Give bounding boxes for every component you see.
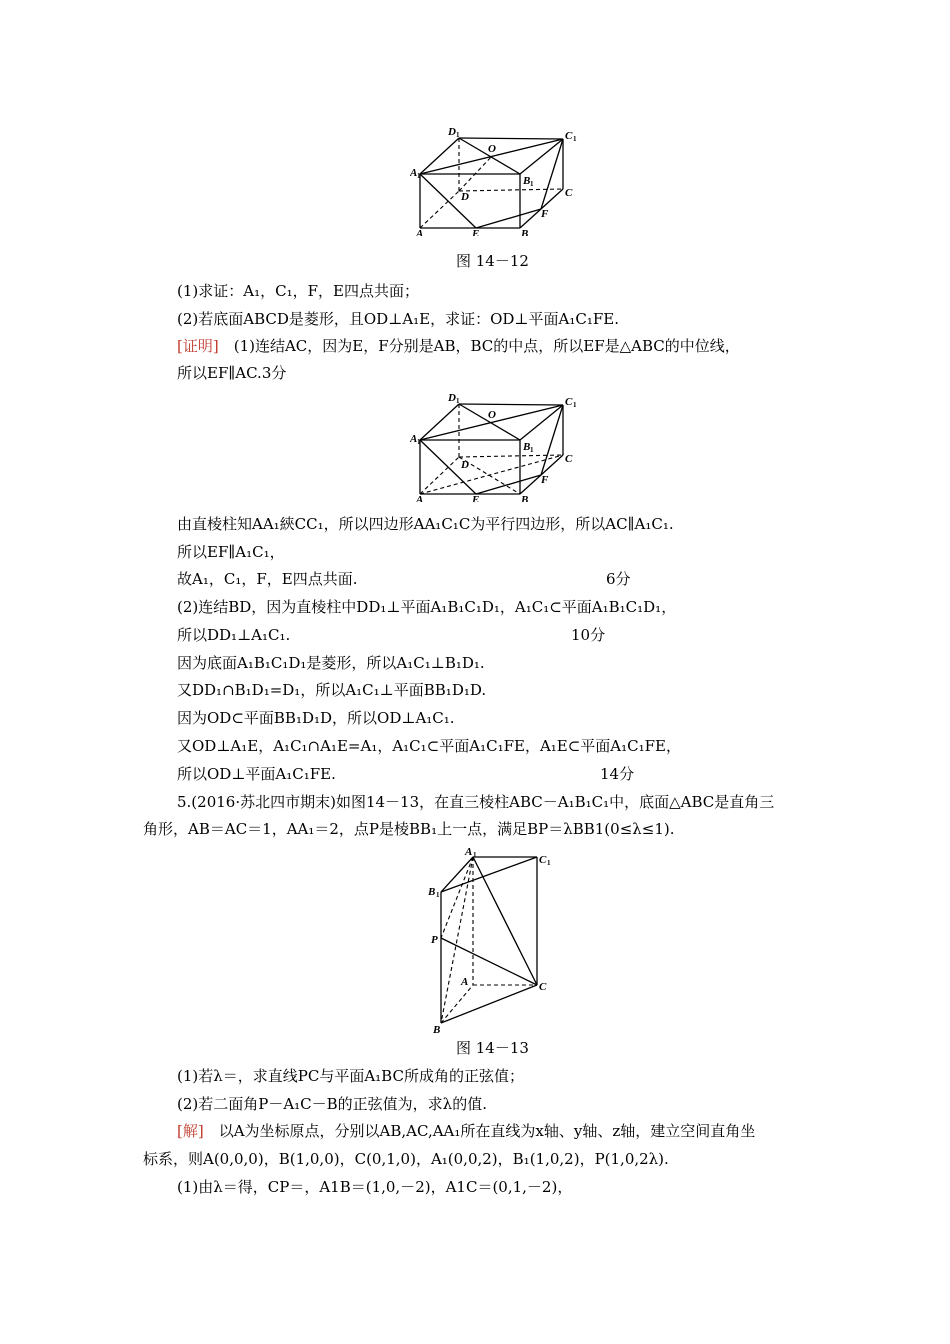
problem-5-line-1: 5.(2016·苏北四市期末)如图14－13，在直三棱柱ABC－A₁B₁C₁中，底面△ABC是直角三 <box>177 793 775 811</box>
label-C-f3: C <box>539 981 547 993</box>
figure-caption-14-13: 图 14－13 <box>456 1039 529 1057</box>
step-10: 所以OD⊥平面A₁C₁FE. <box>177 765 336 783</box>
label-A-f3: A <box>461 976 469 988</box>
label-B1-f3: B <box>428 886 436 898</box>
figure-14-13 <box>425 845 565 1035</box>
question-5-2: (2)若二面角P－A₁C－B的正弦值为，求λ的值. <box>177 1095 487 1113</box>
label-C1-f3: C <box>539 854 547 866</box>
step-3: 故A₁，C₁，F，E四点共面. <box>177 570 358 588</box>
figure-14-12-construction <box>410 392 590 502</box>
svg-text:1: 1 <box>530 446 534 454</box>
label-C1-2: C <box>565 396 573 408</box>
label-B-f3: B <box>433 1024 441 1035</box>
solution-text-1: 以A为坐标原点，分别以AB,AC,AA₁所在直线为x轴、y轴、z轴，建立空间直角坐 <box>203 1122 756 1140</box>
score-10: 10分 <box>571 626 606 644</box>
solution-line-1 <box>177 1121 755 1141</box>
step-7: 又DD₁∩B₁D₁=D₁，所以A₁C₁⊥平面BB₁D₁D. <box>177 681 487 699</box>
step-5: 所以DD₁⊥A₁C₁. <box>177 626 291 644</box>
svg-text:1: 1 <box>473 851 477 859</box>
proof-tag: [证明] <box>177 337 219 355</box>
label-A-2: A <box>416 494 424 502</box>
figure-caption-14-12: 图 14－12 <box>456 252 529 270</box>
label-D-2: D <box>461 459 469 471</box>
step-8: 因为OD⊂平面BB₁D₁D，所以OD⊥A₁C₁. <box>177 709 455 727</box>
svg-text:1: 1 <box>547 859 551 867</box>
svg-text:1: 1 <box>436 891 440 899</box>
problem-5-line-2: 角形，AB＝AC＝1，AA₁＝2，点P是棱BB₁上一点，满足BP＝λBB1(0≤λ≤1). <box>143 820 675 838</box>
solution-line-2: 标系，则A(0,0,0)，B(1,0,0)，C(0,1,0)，A₁(0,0,2)，B₁(1,0,2)，P(1,0,2λ). <box>143 1150 669 1168</box>
step-6: 因为底面A₁B₁C₁D₁是菱形，所以A₁C₁⊥B₁D₁. <box>177 654 485 672</box>
label-B: B <box>521 228 529 236</box>
proof-line-2: 所以EF∥AC.3分 <box>177 364 287 382</box>
label-B1-2: B <box>523 441 531 453</box>
label-E: E <box>472 228 480 236</box>
label-E-2: E <box>472 494 480 502</box>
step-4: (2)连结BD，因为直棱柱中DD₁⊥平面A₁B₁C₁D₁，A₁C₁⊂平面A₁B₁C₁D₁， <box>177 598 677 616</box>
svg-text:1: 1 <box>530 180 534 188</box>
solution-line-3: (1)由λ＝得，CP＝，A1B＝(1,0,－2)，A1C＝(0,1,－2)， <box>177 1178 573 1196</box>
figure-14-12 <box>410 126 590 236</box>
svg-text:1: 1 <box>456 397 460 405</box>
label-F-2: F <box>541 474 549 486</box>
label-F: F <box>541 208 549 220</box>
label-A1-2: A <box>410 433 418 445</box>
step-1: 由直棱柱知AA₁綊CC₁，所以四边形AA₁C₁C为平行四边形，所以AC∥A₁C₁. <box>177 515 674 533</box>
svg-text:1: 1 <box>417 172 421 180</box>
step-9: 又OD⊥A₁E，A₁C₁∩A₁E=A₁，A₁C₁⊂平面A₁C₁FE，A₁E⊂平面A₁C₁FE， <box>177 737 681 755</box>
label-O: O <box>488 143 496 155</box>
svg-text:1: 1 <box>573 135 577 143</box>
svg-text:1: 1 <box>417 438 421 446</box>
svg-text:1: 1 <box>573 401 577 409</box>
score-14: 14分 <box>600 765 635 783</box>
svg-text:1: 1 <box>456 131 460 139</box>
label-A1: A <box>410 167 418 179</box>
label-D1-2: D <box>448 392 456 404</box>
label-C-2: C <box>565 453 573 465</box>
question-1: (1)求证：A₁，C₁，F，E四点共面； <box>177 282 419 300</box>
proof-text-1: (1)连结AC，因为E，F分别是AB，BC的中点，所以EF是△ABC的中位线， <box>218 337 740 355</box>
label-O-2: O <box>488 409 496 421</box>
question-5-1: (1)若λ＝，求直线PC与平面A₁BC所成角的正弦值； <box>177 1067 524 1085</box>
label-B1: B <box>523 175 531 187</box>
solution-tag: [解] <box>177 1122 204 1140</box>
score-6: 6分 <box>606 570 631 588</box>
label-A: A <box>416 228 424 236</box>
label-B-2: B <box>521 494 529 502</box>
label-C1: C <box>565 130 573 142</box>
question-2: (2)若底面ABCD是菱形，且OD⊥A₁E，求证：OD⊥平面A₁C₁FE. <box>177 310 620 328</box>
proof-line-1 <box>177 336 740 356</box>
label-D: D <box>461 191 469 203</box>
label-A1-f3: A <box>465 846 473 858</box>
label-C: C <box>565 187 573 199</box>
label-P-f3: P <box>431 934 438 946</box>
label-D1: D <box>448 126 456 138</box>
step-2: 所以EF∥A₁C₁， <box>177 543 285 561</box>
